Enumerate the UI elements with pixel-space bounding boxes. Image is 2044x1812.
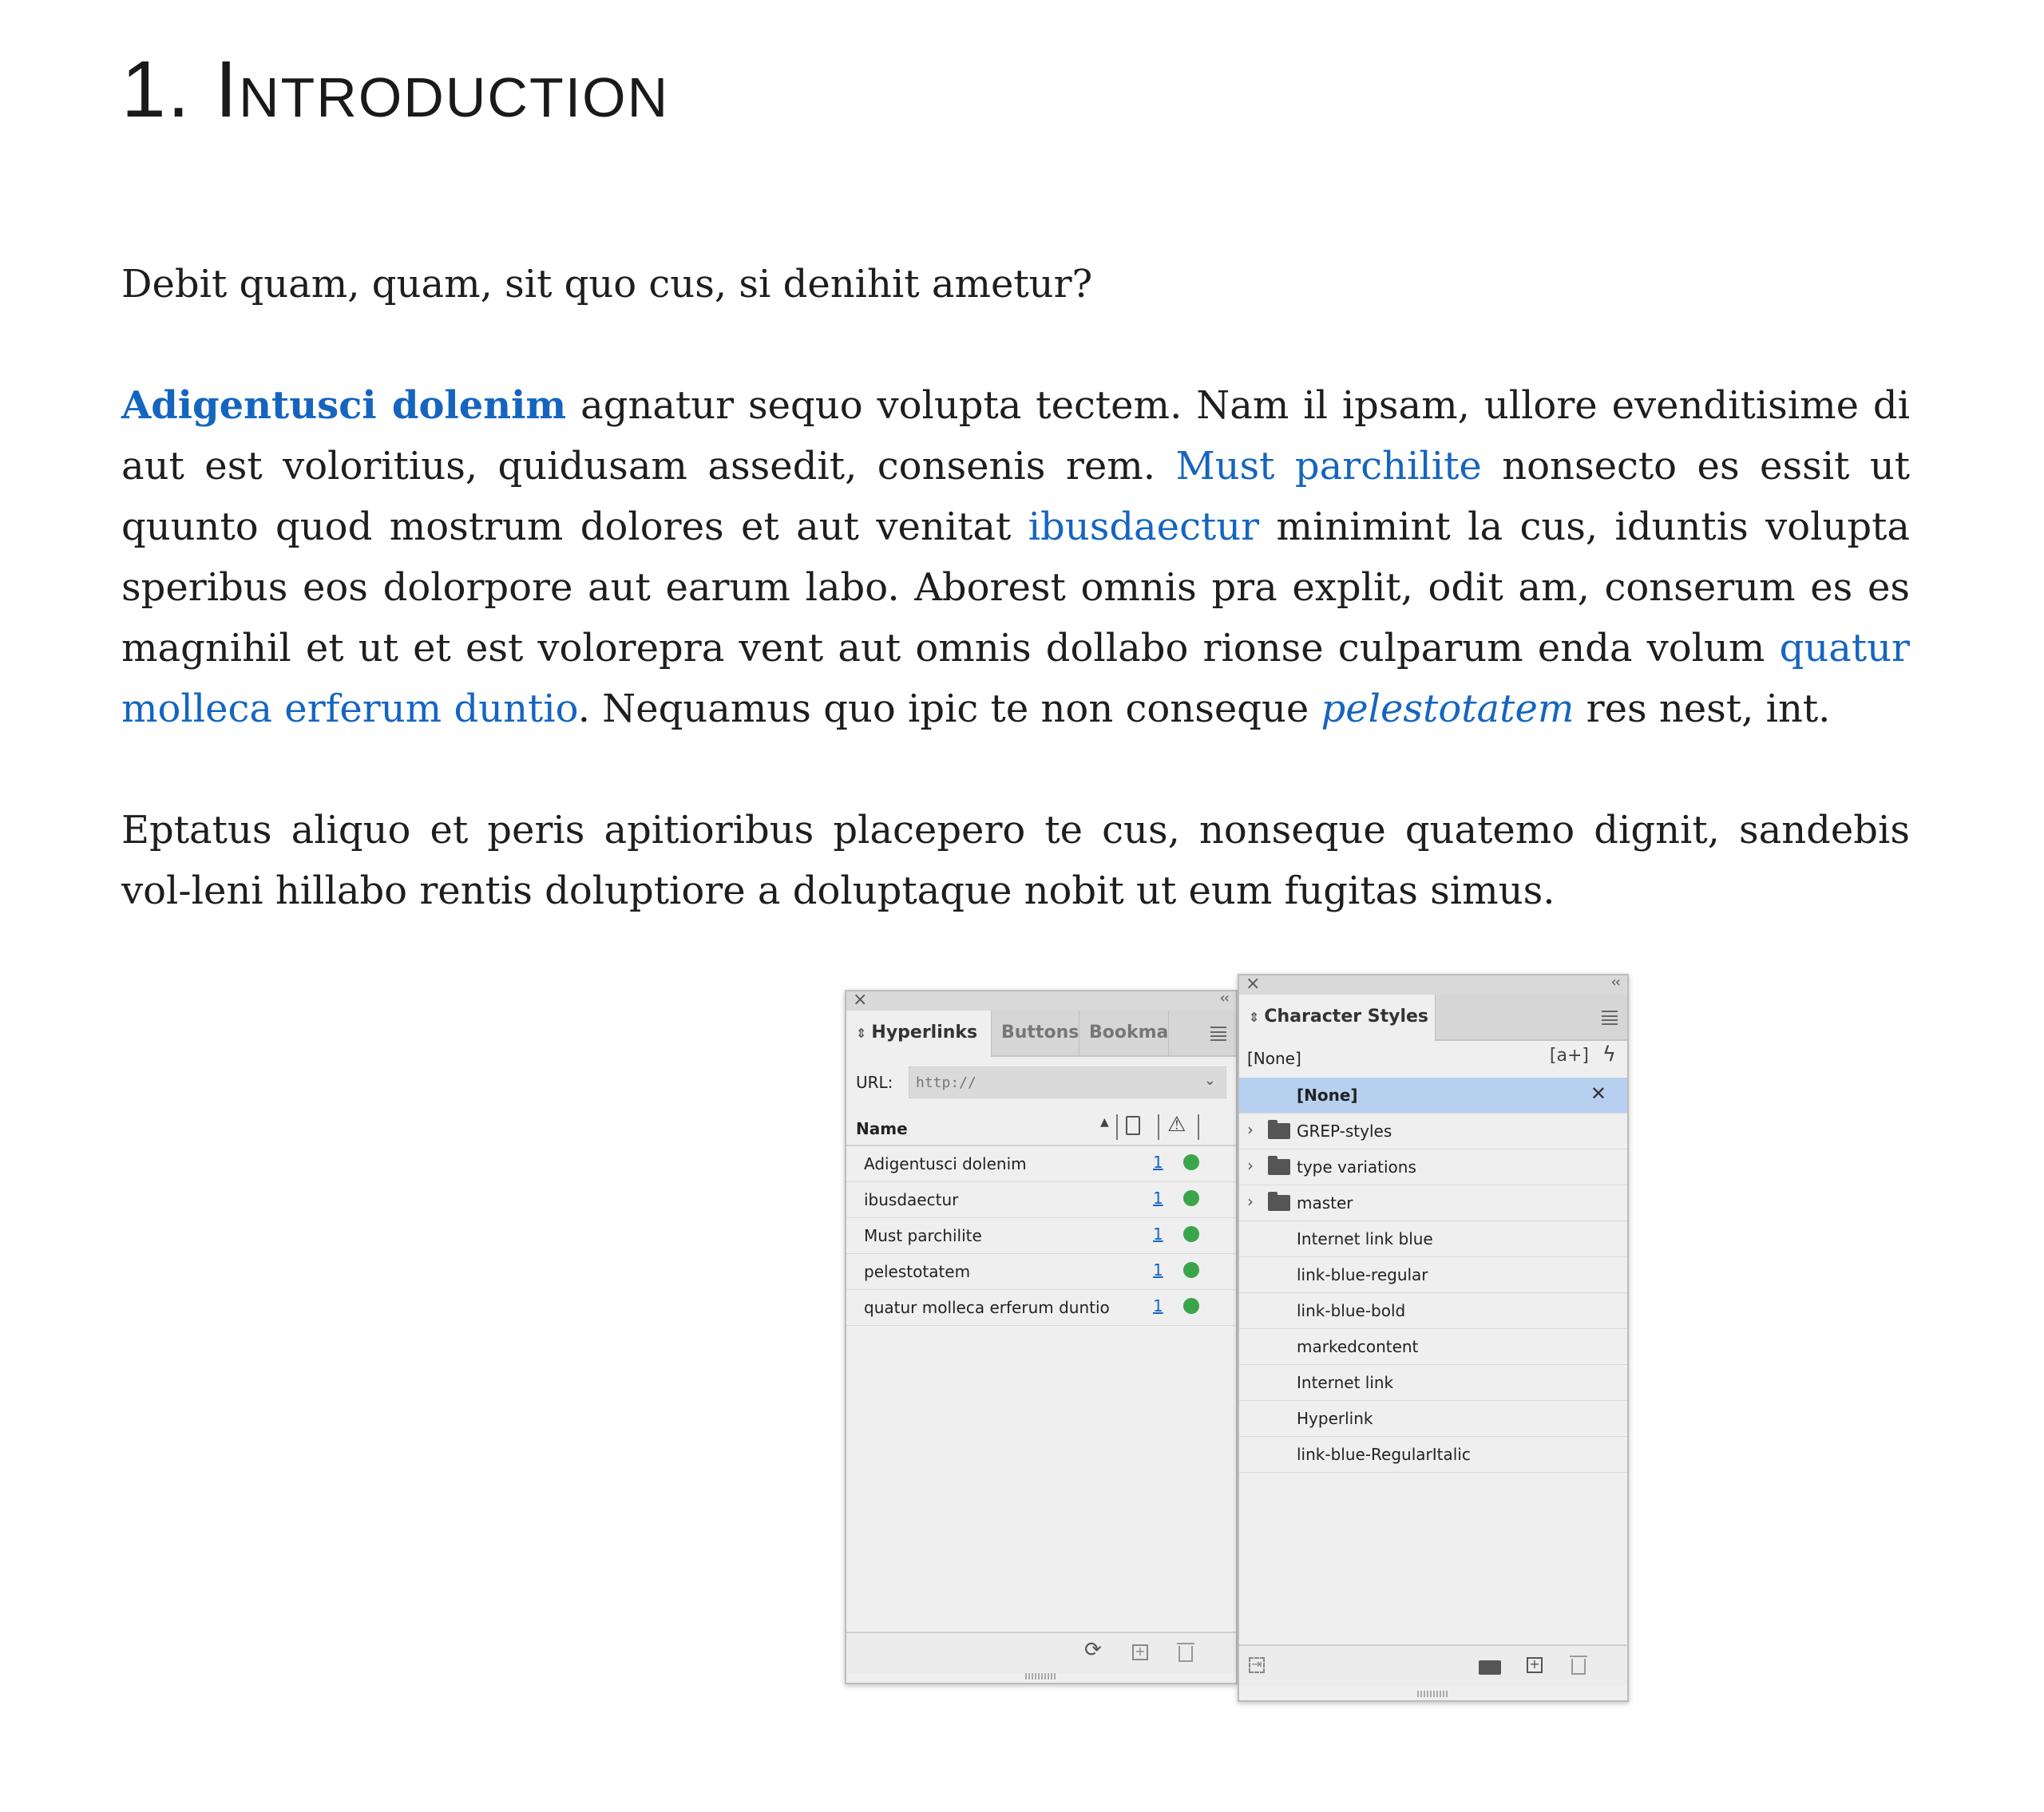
column-divider xyxy=(1198,1114,1199,1140)
new-hyperlink-icon[interactable]: + xyxy=(1132,1644,1148,1660)
chevron-down-icon[interactable]: ⌄ xyxy=(1203,1072,1216,1089)
heading-title: Introduction xyxy=(215,45,670,134)
style-folder-type-variations[interactable] xyxy=(1239,1149,1627,1185)
panel-footer xyxy=(1239,1644,1627,1686)
url-input[interactable] xyxy=(909,1067,1181,1098)
column-divider xyxy=(1116,1114,1118,1140)
style-folder-master[interactable] xyxy=(1239,1185,1627,1221)
style-name: [None] xyxy=(1297,1086,1358,1105)
text-run: res nest, int. xyxy=(1574,686,1831,731)
character-styles-panel xyxy=(1238,974,1629,1702)
resize-grip[interactable] xyxy=(1025,1673,1057,1679)
text-run: . Nequamus quo ipic te non conseque xyxy=(577,686,1321,731)
folder-icon xyxy=(1268,1123,1290,1139)
list-item[interactable] xyxy=(846,1254,1236,1290)
tab-character-styles[interactable] xyxy=(1239,995,1436,1041)
heading-number: 1. xyxy=(121,45,192,134)
paragraph-3: Eptatus aliquo et peris apitioribus placepero te cus, nonseque quatemo dignit, sandebis vol-leni hillabo rentis doluptiore a doluptaque nobit ut eum fugitas simus. xyxy=(121,808,1910,913)
collapse-icon[interactable]: ‹‹ xyxy=(1610,974,1619,991)
hyperlinks-panel xyxy=(845,990,1238,1684)
tab-bookmarks[interactable]: Bookma xyxy=(1079,1011,1169,1055)
tab-label: Character Styles xyxy=(1264,1007,1429,1027)
warning-icon[interactable]: ⚠ xyxy=(1167,1113,1186,1137)
link-must-parchilite[interactable]: Must parchilite xyxy=(1175,444,1482,489)
refresh-icon[interactable]: ⟳ xyxy=(1084,1638,1102,1662)
column-divider xyxy=(1158,1114,1159,1140)
status-ok-icon xyxy=(1183,1262,1199,1278)
style-name: link-blue-regular xyxy=(1297,1265,1428,1284)
load-styles-icon[interactable]: ⇥ xyxy=(1249,1657,1265,1673)
panel-footer xyxy=(846,1632,1236,1673)
tab-hyperlinks[interactable] xyxy=(846,1011,992,1057)
link-pelestotatem[interactable]: pelestotatem xyxy=(1321,686,1575,731)
style-name: link-blue-bold xyxy=(1297,1301,1406,1320)
close-icon[interactable]: × xyxy=(1246,974,1261,994)
chevron-right-icon[interactable]: › xyxy=(1247,1192,1254,1211)
collapse-icon[interactable]: ‹‹ xyxy=(1219,990,1228,1007)
resize-grip[interactable] xyxy=(1417,1691,1449,1697)
list-item[interactable] xyxy=(846,1146,1236,1182)
list-item[interactable] xyxy=(846,1182,1236,1218)
list-header xyxy=(846,1110,1236,1146)
folder-icon xyxy=(1268,1159,1290,1175)
panel-titlebar[interactable] xyxy=(1239,975,1627,995)
current-style-row xyxy=(1239,1041,1627,1076)
page-link[interactable]: 1 xyxy=(1153,1224,1163,1244)
list-item[interactable] xyxy=(846,1218,1236,1254)
style-item[interactable] xyxy=(1239,1365,1627,1401)
hyperlink-name: ibusdaectur xyxy=(864,1190,959,1209)
chevron-right-icon[interactable]: › xyxy=(1247,1156,1254,1175)
folder-icon xyxy=(1268,1195,1290,1211)
style-name: Hyperlink xyxy=(1297,1409,1373,1428)
style-item-none[interactable] xyxy=(1239,1078,1627,1114)
style-item[interactable] xyxy=(1239,1221,1627,1257)
panel-tabs xyxy=(1239,995,1627,1041)
reorder-arrows-icon: ⇕ xyxy=(1249,1010,1260,1025)
reorder-arrows-icon: ⇕ xyxy=(856,1026,867,1041)
tab-buttons[interactable]: Buttons xyxy=(992,1011,1079,1055)
chevron-right-icon[interactable]: › xyxy=(1247,1120,1254,1139)
column-name[interactable]: Name xyxy=(856,1119,908,1138)
page-icon[interactable] xyxy=(1126,1116,1140,1135)
panel-menu-icon[interactable] xyxy=(1602,1011,1618,1025)
status-ok-icon xyxy=(1183,1226,1199,1242)
url-row xyxy=(846,1065,1236,1100)
trash-icon[interactable] xyxy=(1178,1646,1193,1662)
style-name: GREP-styles xyxy=(1297,1122,1392,1141)
page-link[interactable]: 1 xyxy=(1153,1189,1163,1208)
style-item[interactable] xyxy=(1239,1293,1627,1329)
text-run: nonsecto es essit ut quunto quod mostrum dolores et aut venitat xyxy=(121,444,1911,549)
close-icon[interactable]: × xyxy=(853,990,868,1010)
url-label: URL: xyxy=(856,1073,893,1092)
pin-icon: ✕ xyxy=(1590,1082,1606,1105)
trash-icon[interactable] xyxy=(1571,1659,1586,1675)
status-ok-icon xyxy=(1183,1154,1199,1170)
new-style-icon[interactable]: + xyxy=(1527,1657,1543,1673)
style-name: Internet link xyxy=(1297,1373,1394,1392)
new-style-override-icon[interactable]: [a+] xyxy=(1549,1046,1589,1066)
style-item[interactable] xyxy=(1239,1437,1627,1473)
style-folder-grep[interactable] xyxy=(1239,1114,1627,1149)
new-folder-icon[interactable] xyxy=(1479,1660,1501,1675)
hyperlink-name: Must parchilite xyxy=(864,1226,982,1245)
sort-up-icon[interactable]: ▲ xyxy=(1100,1116,1109,1129)
tab-label: Hyperlinks xyxy=(871,1023,978,1042)
text-run: minimint la cus, iduntis volupta speribus eos dolorpore aut earum labo. Aborest omnis pra explit, odit am, conserum es es magnihil et ut et est volorepra vent aut omnis dollabo rionse culparum enda volum xyxy=(121,504,1910,671)
hyperlink-name: pelestotatem xyxy=(864,1262,971,1281)
style-item[interactable] xyxy=(1239,1329,1627,1365)
status-ok-icon xyxy=(1183,1190,1199,1206)
list-item[interactable] xyxy=(846,1290,1236,1326)
status-ok-icon xyxy=(1183,1298,1199,1314)
style-item[interactable] xyxy=(1239,1257,1627,1293)
quick-apply-icon[interactable]: ϟ xyxy=(1602,1042,1616,1066)
link-adigentusci-dolenim[interactable]: Adigentusci dolenim xyxy=(121,383,567,428)
hyperlink-name: quatur molleca erferum duntio xyxy=(864,1298,1110,1317)
style-name: type variations xyxy=(1297,1157,1416,1177)
style-name: Internet link blue xyxy=(1297,1229,1433,1248)
paragraph-1: Debit quam, quam, sit quo cus, si denihit ametur? xyxy=(121,262,1093,307)
section-heading xyxy=(121,45,670,134)
panel-titlebar[interactable] xyxy=(846,991,1236,1011)
style-name: link-blue-RegularItalic xyxy=(1297,1445,1471,1464)
link-quatur-molleca[interactable]: quatur molleca erferum duntio xyxy=(121,626,1910,731)
panel-tabs xyxy=(846,1011,1236,1057)
link-ibusdaectur[interactable]: ibusdaectur xyxy=(1028,504,1260,549)
style-name: master xyxy=(1297,1193,1353,1213)
page-link[interactable]: 1 xyxy=(1153,1260,1163,1280)
hyperlink-name: Adigentusci dolenim xyxy=(864,1154,1027,1173)
panel-menu-icon[interactable] xyxy=(1210,1027,1226,1041)
url-field[interactable] xyxy=(909,1066,1226,1098)
paragraph-2 xyxy=(121,375,1910,739)
page-link[interactable]: 1 xyxy=(1153,1296,1163,1315)
current-style: [None] xyxy=(1247,1049,1301,1068)
text-run: agnatur sequo volupta tectem. Nam il ipsam, ullore evenditisime di aut est voloritius, quidusam assedit, consenis rem. xyxy=(121,383,1911,489)
page-link[interactable]: 1 xyxy=(1153,1153,1163,1172)
style-name: markedcontent xyxy=(1297,1337,1419,1356)
style-item[interactable] xyxy=(1239,1401,1627,1437)
